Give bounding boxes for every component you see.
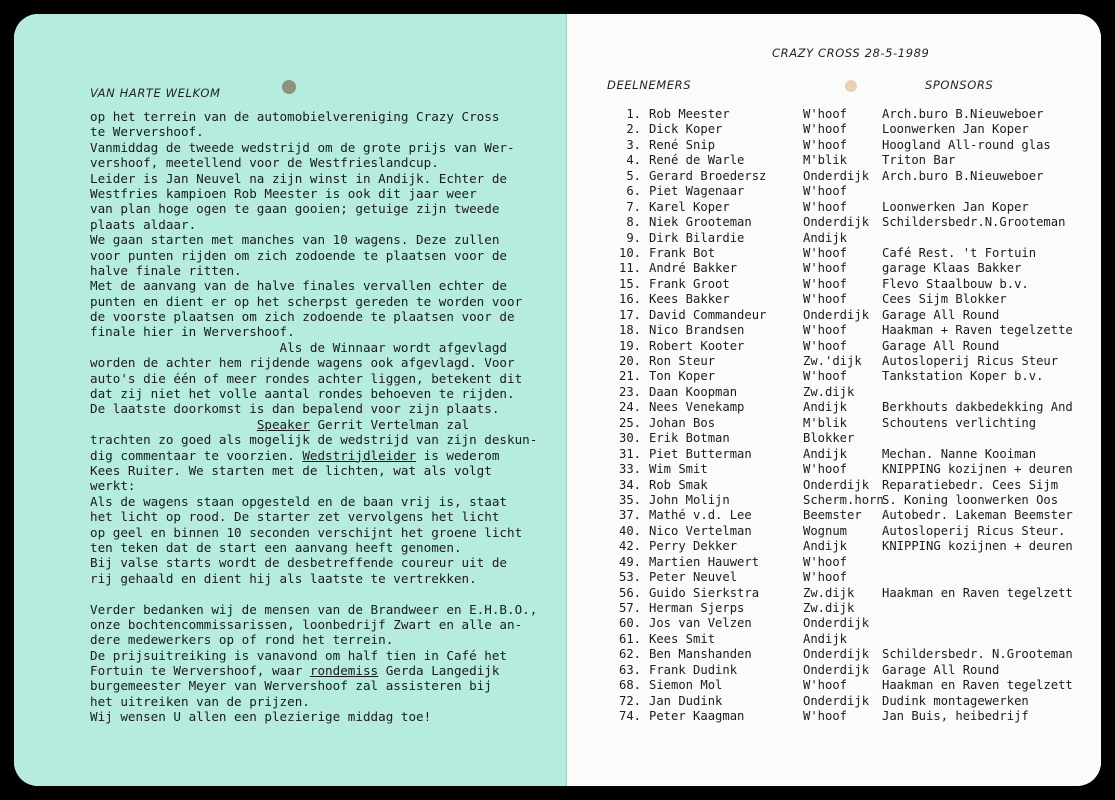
entry-number: 61. — [618, 631, 641, 646]
entry-number: 62. — [618, 647, 641, 662]
entry-sponsor: Reparatiebedr. Cees Sijm — [882, 477, 1059, 492]
list-item — [607, 107, 1087, 122]
page-title: CRAZY CROSS 28-5-1989 — [772, 46, 930, 60]
entry-sponsor: Schildersbedr.N.Grooteman — [882, 215, 1066, 230]
list-item — [607, 555, 1087, 570]
body-line: trachten zo goed als mogelijk de wedstrijd van zijn deskun- — [90, 432, 538, 448]
entry-place: W'hoof — [803, 276, 848, 291]
right-page — [567, 14, 1101, 786]
entry-number: 17. — [618, 307, 641, 322]
list-item — [607, 709, 1087, 724]
left-page — [14, 14, 567, 786]
entry-place: W'hoof — [803, 323, 848, 338]
welcome-body — [90, 109, 560, 725]
entry-place: W'hoof — [803, 107, 848, 121]
entry-place: Onderdijk — [803, 616, 870, 631]
entry-name: Daan Koopman — [649, 384, 738, 399]
entry-number: 11. — [618, 261, 641, 276]
entry-number: 18. — [618, 323, 641, 338]
entry-sponsor: Cees Sijm Blokker — [882, 292, 1007, 307]
entry-name: Rob Meester — [649, 107, 730, 121]
list-item — [607, 694, 1087, 709]
body-line: te Wervershoof. — [90, 124, 204, 140]
body-line — [90, 586, 560, 601]
entry-place: Andijk — [803, 631, 848, 646]
list-item — [607, 616, 1087, 631]
entry-name: Erik Botman — [649, 431, 730, 446]
entry-sponsor: Café Rest. 't Fortuin — [882, 245, 1037, 260]
entry-sponsor: Dudink montagewerken — [882, 693, 1029, 708]
entry-place: Zw.'dijk — [803, 354, 862, 368]
entry-name: John Molijn — [649, 492, 730, 507]
body-line: Verder bedanken wij de mensen van de Brandweer en E.H.B.O., — [90, 601, 538, 617]
list-item — [607, 369, 1087, 384]
entry-place: Scherm.horn — [803, 492, 884, 507]
list-item — [607, 524, 1087, 539]
list-item — [607, 138, 1087, 153]
list-item — [607, 354, 1087, 369]
welcome-heading: VAN HARTE WELKOM — [90, 86, 221, 100]
body-line: het uitreiken van de prijzen. — [90, 693, 310, 709]
entry-number: 2. — [626, 122, 641, 137]
entry-name: Peter Kaagman — [649, 709, 745, 724]
entry-place: W'hoof — [803, 245, 848, 260]
entry-name: Robert Kooter — [649, 338, 745, 353]
entry-name: Frank Bot — [649, 245, 716, 260]
entry-name: Guido Sierkstra — [649, 585, 760, 600]
entry-name: Frank Dudink — [649, 662, 738, 677]
entry-name: Nico Brandsen — [649, 323, 745, 338]
body-line: het licht op rood. De starter zet vervolgens het licht — [90, 509, 500, 525]
body-line: dere medewerkers op of rond het terrein. — [90, 632, 394, 648]
entry-name: Rob Smak — [649, 477, 708, 492]
body-line: dig commentaar te voorzien. Wedstrijdleider is wederom — [90, 447, 500, 463]
body-line: rij gehaald en dient hij als laatste te vertrekken. — [90, 570, 477, 586]
entry-place: W'hoof — [803, 678, 848, 693]
entry-place: W'hoof — [803, 292, 848, 307]
entry-sponsor: Garage All Round — [882, 662, 1000, 677]
entry-sponsor: Autosloperij Ricus Steur. — [882, 523, 1066, 538]
entry-sponsor: Loonwerken Jan Koper — [882, 199, 1029, 214]
entry-name: Jos van Velzen — [649, 616, 752, 631]
entry-number: 34. — [618, 477, 641, 492]
entry-number: 8. — [626, 215, 641, 230]
entry-place: W'hoof — [803, 369, 848, 384]
entry-sponsor: Autobedr. Lakeman Beemster — [882, 508, 1073, 523]
list-item — [607, 632, 1087, 647]
body-line: finale hier in Wervershoof. — [90, 324, 295, 340]
entry-number: 37. — [618, 508, 641, 523]
entry-place: Blokker — [803, 431, 855, 446]
entry-number: 33. — [618, 462, 641, 477]
participants-heading: DEELNEMERS — [607, 78, 692, 92]
entry-name: David Commandeur — [649, 307, 767, 322]
entry-number: 42. — [618, 539, 641, 554]
entry-place: Onderdijk — [803, 215, 870, 230]
entry-number: 15. — [618, 276, 641, 291]
entry-place: W'hoof — [803, 184, 848, 199]
list-item — [607, 385, 1087, 400]
stain-mark — [282, 80, 296, 94]
body-line: plaats aldaar. — [90, 216, 197, 232]
body-line: Bij valse starts wordt de desbetreffende coureur uit de — [90, 555, 508, 571]
entry-sponsor: Loonwerken Jan Koper — [882, 122, 1029, 137]
entry-place: W'hoof — [803, 261, 848, 276]
entry-number: 9. — [626, 230, 641, 245]
entry-name: Dirk Bilardie — [649, 230, 745, 245]
list-item — [607, 231, 1087, 246]
entry-number: 3. — [626, 137, 641, 152]
list-item — [607, 169, 1087, 184]
entry-sponsor: Autosloperij Ricus Steur — [882, 354, 1059, 368]
entry-name: Peter Neuvel — [649, 570, 738, 585]
body-line: punten en dient er op het scherpst gereden te worden voor — [90, 293, 523, 309]
entry-name: Ron Steur — [649, 354, 716, 368]
entry-name: Niek Grooteman — [649, 215, 752, 230]
entry-name: Johan Bos — [649, 415, 716, 430]
entry-name: René Snip — [649, 137, 716, 152]
entry-place: Beemster — [803, 508, 862, 523]
entry-place: Andijk — [803, 446, 848, 461]
entry-number: 23. — [618, 384, 641, 399]
entry-place: Zw.dijk — [803, 601, 855, 615]
list-item — [607, 586, 1087, 601]
entry-place: W'hoof — [803, 122, 848, 137]
entry-number: 24. — [618, 400, 641, 415]
list-item — [607, 200, 1087, 215]
entry-sponsor: Schoutens verlichting — [882, 415, 1037, 430]
entry-sponsor: Flevo Staalbouw b.v. — [882, 276, 1029, 291]
entry-name: Gerard Broedersz — [649, 168, 767, 183]
entry-number: 60. — [618, 616, 641, 631]
entry-name: André Bakker — [649, 261, 738, 276]
entry-sponsor: Garage All Round — [882, 307, 1000, 322]
body-line: Kees Ruiter. We starten met de lichten, wat als volgt — [90, 462, 492, 478]
entry-place: Andijk — [803, 539, 848, 554]
body-line: op het terrein van de automobielvereniging Crazy Cross — [90, 109, 500, 124]
entry-place: Andijk — [803, 400, 848, 415]
body-line: op geel en binnen 10 seconden verschijnt het groene licht — [90, 524, 523, 540]
entry-place: W'hoof — [803, 137, 848, 152]
body-line: Als de wagens staan opgesteld en de baan vrij is, staat — [90, 493, 508, 509]
entry-name: Piet Wagenaar — [649, 184, 745, 199]
entry-place: W'hoof — [803, 199, 848, 214]
entry-place: Onderdijk — [803, 307, 870, 322]
entry-number: 1. — [626, 107, 641, 121]
entry-name: Herman Sjerps — [649, 601, 745, 615]
entry-sponsor: KNIPPING kozijnen + deuren — [882, 462, 1073, 477]
entry-name: René de Warle — [649, 153, 745, 168]
list-item — [607, 292, 1087, 307]
list-item — [607, 447, 1087, 462]
entry-name: Ton Koper — [649, 369, 716, 384]
body-line: werkt: — [90, 478, 136, 494]
list-item — [607, 339, 1087, 354]
entry-number: 49. — [618, 554, 641, 569]
entry-number: 4. — [626, 153, 641, 168]
entry-sponsor: Arch.buro B.Nieuweboer — [882, 168, 1044, 183]
document-frame — [14, 14, 1101, 786]
entry-number: 25. — [618, 415, 641, 430]
entry-number: 5. — [626, 168, 641, 183]
entry-number: 21. — [618, 369, 641, 384]
entry-sponsor: Berkhouts dakbedekking And — [882, 400, 1073, 415]
entry-name: Nico Vertelman — [649, 523, 752, 538]
entry-number: 10. — [618, 245, 641, 260]
list-item — [607, 277, 1087, 292]
body-line: Fortuin te Wervershoof, waar rondemiss Gerda Langedijk — [90, 663, 500, 679]
entry-name: Jan Dudink — [649, 693, 723, 708]
list-item — [607, 323, 1087, 338]
entry-name: Perry Dekker — [649, 539, 738, 554]
entry-name: Dick Koper — [649, 122, 723, 137]
entry-place: Onderdijk — [803, 168, 870, 183]
entry-number: 16. — [618, 292, 641, 307]
body-line: De laatste doorkomst is dan bepalend voor zijn plaats. — [90, 401, 500, 417]
list-item — [607, 184, 1087, 199]
entry-sponsor: Schildersbedr. N.Grooteman — [882, 647, 1073, 662]
entry-number: 74. — [618, 709, 641, 724]
entry-sponsor: Mechan. Nanne Kooiman — [882, 446, 1037, 461]
body-line: worden de achter hem rijdende wagens ook afgevlagd. Voor — [90, 355, 515, 371]
entry-number: 31. — [618, 446, 641, 461]
entry-sponsor: Hoogland All-round glas — [882, 137, 1051, 152]
body-line: de voorste plaatsen om zich zodoende te plaatsen voor de — [90, 309, 515, 325]
list-item — [607, 246, 1087, 261]
list-item — [607, 478, 1087, 493]
body-line: Leider is Jan Neuvel na zijn winst in Andijk. Echter de — [90, 170, 508, 186]
entry-sponsor: KNIPPING kozijnen + deuren — [882, 539, 1073, 554]
body-line: burgemeester Meyer van Wervershoof zal assisteren bij — [90, 678, 492, 694]
entry-place: Wognum — [803, 523, 848, 538]
entry-sponsor: garage Klaas Bakker — [882, 261, 1022, 276]
list-item — [607, 508, 1087, 523]
entry-place: Onderdijk — [803, 477, 870, 492]
entry-number: 72. — [618, 693, 641, 708]
entry-sponsor: S. Koning loonwerken Oos — [882, 492, 1059, 507]
body-line: ten teken dat de start een aanvang heeft genomen. — [90, 539, 462, 555]
entry-name: Kees Smit — [649, 631, 716, 646]
list-item — [607, 431, 1087, 446]
entry-sponsor: Jan Buis, heibedrijf — [882, 709, 1029, 724]
list-item — [607, 462, 1087, 477]
list-item — [607, 601, 1087, 616]
entry-name: Karel Koper — [649, 199, 730, 214]
entry-number: 20. — [618, 354, 641, 368]
list-item — [607, 493, 1087, 508]
entry-number: 7. — [626, 199, 641, 214]
entry-name: Kees Bakker — [649, 292, 730, 307]
body-line: vershoof, meetellend voor de Westfrieslandcup. — [90, 155, 439, 171]
entry-place: W'hoof — [803, 570, 848, 585]
body-line: We gaan starten met manches van 10 wagens. Deze zullen — [90, 232, 500, 248]
entry-name: Frank Groot — [649, 276, 730, 291]
entry-place: M'blik — [803, 415, 848, 430]
entry-place: Zw.dijk — [803, 585, 855, 600]
entry-number: 53. — [618, 570, 641, 585]
entry-number: 56. — [618, 585, 641, 600]
list-item — [607, 416, 1087, 431]
body-line: De prijsuitreiking is vanavond om half tien in Café het — [90, 647, 508, 663]
list-item — [607, 647, 1087, 662]
entry-sponsor: Haakman en Raven tegelzett — [882, 585, 1073, 600]
entry-number: 35. — [618, 492, 641, 507]
sponsors-heading: SPONSORS — [925, 78, 994, 92]
list-item — [607, 678, 1087, 693]
entry-name: Piet Butterman — [649, 446, 752, 461]
entry-sponsor: Haakman en Raven tegelzett — [882, 678, 1073, 693]
list-item — [607, 308, 1087, 323]
body-line: Als de Winnaar wordt afgevlagd — [90, 339, 508, 355]
list-item — [607, 261, 1087, 276]
list-item — [607, 122, 1087, 137]
list-item — [607, 663, 1087, 678]
entry-place: Onderdijk — [803, 647, 870, 662]
body-line: halve finale ritten. — [90, 262, 242, 278]
list-item — [607, 570, 1087, 585]
entry-number: 63. — [618, 662, 641, 677]
list-item — [607, 400, 1087, 415]
list-item — [607, 539, 1087, 554]
body-line: onze bochtencommissarissen, loonbedrijf Zwart en alle an- — [90, 616, 523, 632]
body-line: Met de aanvang van de halve finales vervallen echter de — [90, 278, 508, 294]
entry-place: W'hoof — [803, 338, 848, 353]
entry-sponsor: Haakman + Raven tegelzette — [882, 323, 1073, 338]
list-item — [607, 215, 1087, 230]
body-line: Vanmiddag de tweede wedstrijd om de grote prijs van Wer- — [90, 139, 515, 155]
entry-place: Onderdijk — [803, 693, 870, 708]
list-item — [607, 153, 1087, 168]
entry-name: Siemon Mol — [649, 678, 723, 693]
entry-place: W'hoof — [803, 554, 848, 569]
entry-number: 68. — [618, 678, 641, 693]
entry-sponsor: Tankstation Koper b.v. — [882, 369, 1044, 384]
stain-mark — [845, 80, 857, 92]
entry-place: Andijk — [803, 230, 848, 245]
body-line: Wij wensen U allen een plezierige middag toe! — [90, 709, 432, 725]
body-line: Speaker Gerrit Vertelman zal — [256, 416, 470, 432]
entry-place: Zw.dijk — [803, 384, 855, 399]
body-line: voor punten rijden om zich zodoende te plaatsen voor de — [90, 247, 508, 263]
entry-place: M'blik — [803, 153, 848, 168]
entry-number: 40. — [618, 523, 641, 538]
entry-name: Martien Hauwert — [649, 554, 760, 569]
body-line: Westfries kampioen Rob Meester is ook dit jaar weer — [90, 185, 477, 201]
entry-sponsor: Arch.buro B.Nieuweboer — [882, 107, 1044, 121]
entry-name: Mathé v.d. Lee — [649, 508, 752, 523]
body-line: van plan hoge ogen te gaan gooien; getuige zijn tweede — [90, 201, 500, 217]
body-line: auto's die één of meer rondes achter liggen, betekent dit — [90, 370, 523, 386]
entry-number: 57. — [618, 601, 641, 615]
entry-number: 19. — [618, 338, 641, 353]
entry-sponsor: Garage All Round — [882, 338, 1000, 353]
entry-name: Ben Manshanden — [649, 647, 752, 662]
body-line: dat zij niet het volle aantal rondes behoeven te rijden. — [90, 386, 515, 402]
participants-list — [607, 107, 1087, 725]
entry-number: 30. — [618, 431, 641, 446]
entry-place: W'hoof — [803, 709, 848, 724]
entry-sponsor: Triton Bar — [882, 153, 956, 168]
entry-number: 6. — [626, 184, 641, 199]
entry-place: W'hoof — [803, 462, 848, 477]
entry-name: Wim Smit — [649, 462, 708, 477]
entry-place: Onderdijk — [803, 662, 870, 677]
entry-name: Nees Venekamp — [649, 400, 745, 415]
